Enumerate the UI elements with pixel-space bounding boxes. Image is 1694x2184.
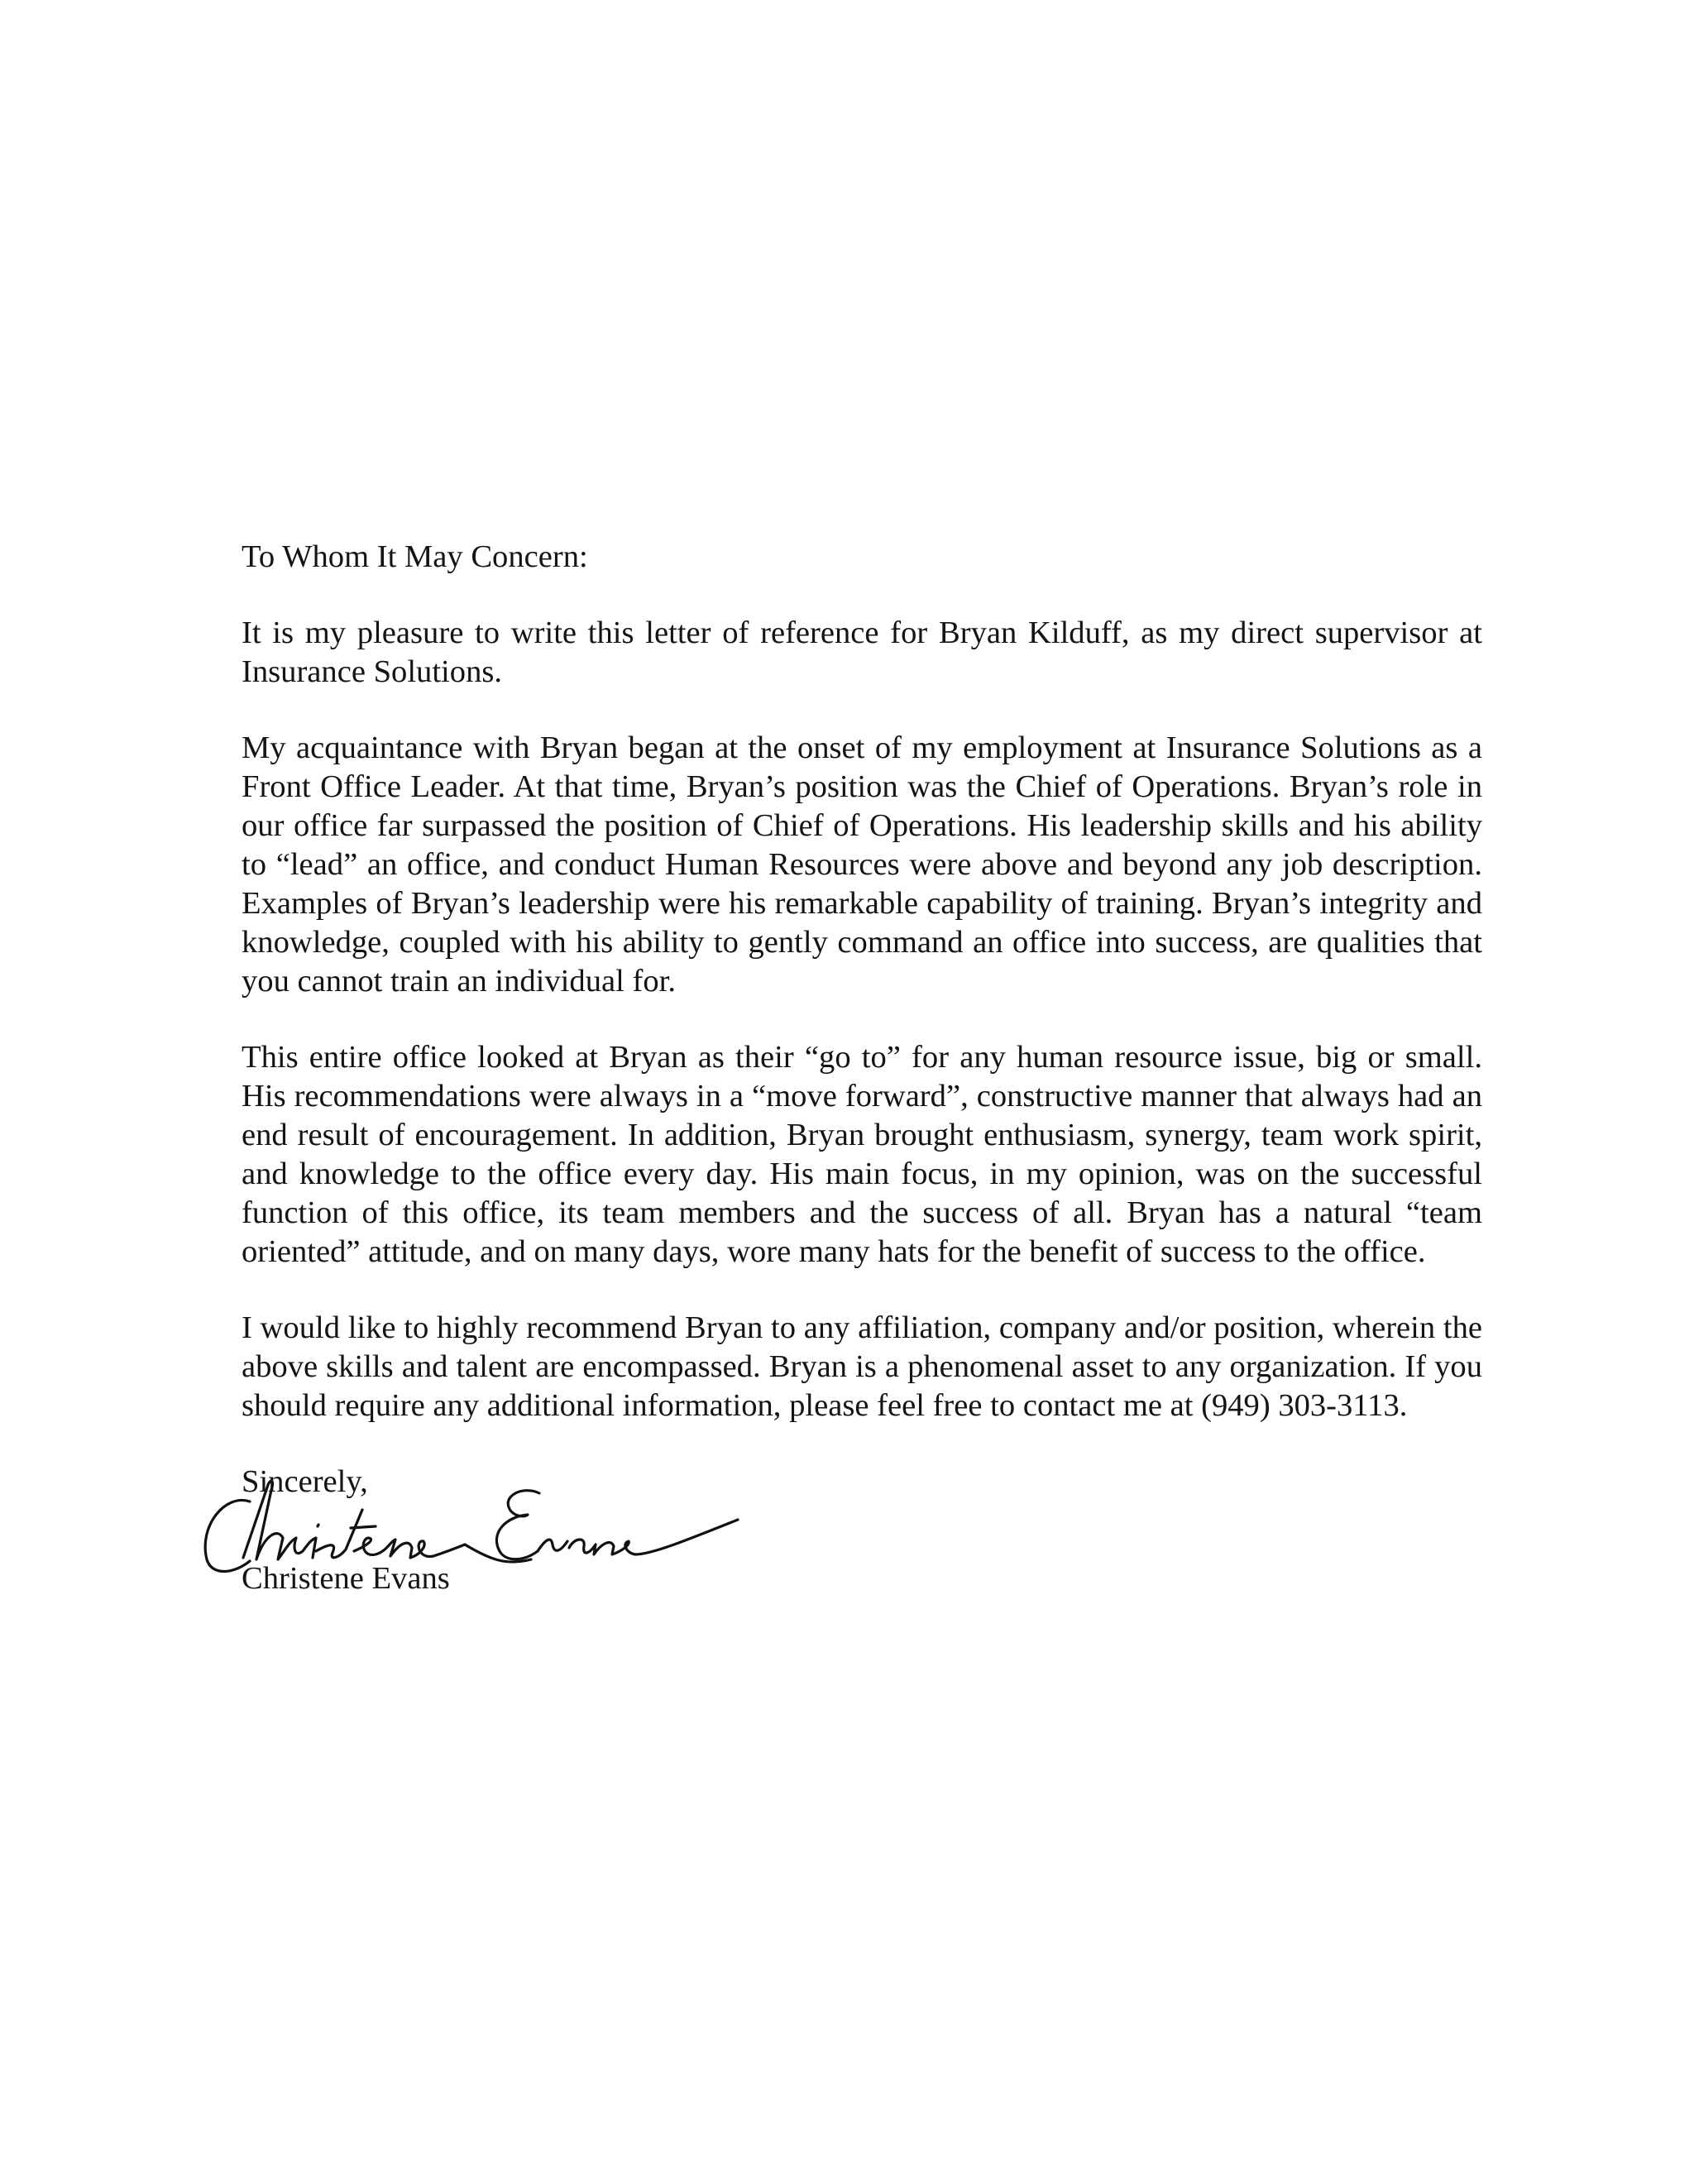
salutation: To Whom It May Concern: xyxy=(242,539,588,574)
paragraph-acquaintance: My acquaintance with Bryan began at the onset of my employment at Insurance Solutions as a Front Office Leader. At that time, Bryan’s position was the Chief of Operations. Bryan’s role in our office far surpassed the position of Chief of Operations. His leadership skills and his ability to “lead” an office, and conduct Human Resources were above and beyond any job description. Examples of Bryan’s leadership were his remarkable capability of training. Bryan’s integrity and knowledge, coupled with his ability to gently command an office into success, are qualities that you cannot train an individual for. xyxy=(242,730,1482,999)
letter-body xyxy=(242,538,1482,1598)
paragraph-recommendation: I would like to highly recommend Bryan to any affiliation, company and/or position, wherein the above skills and talent are encompassed. Bryan is a phenomenal asset to any organization. If you should require any additional information, please feel free to contact me at (949) 303-3113. xyxy=(242,1310,1482,1423)
signer-name: Christene Evans xyxy=(242,1561,450,1596)
paragraph-office-role: This entire office looked at Bryan as their “go to” for any human resource issue, big or small. His recommendations were always in a “move forward”, constructive manner that always had an end result of encouragement. In addition, Bryan brought enthusiasm, synergy, team work spirit, and knowledge to the office every day. His main focus, in my opinion, was on the successful function of this office, its team members and the success of all. Bryan has a natural “team oriented” attitude, and on many days, wore many hats for the benefit of success to the office. xyxy=(242,1040,1482,1269)
signature-area xyxy=(242,1502,1482,1559)
closing: Sincerely, xyxy=(242,1464,368,1499)
paragraph-introduction: It is my pleasure to write this letter of reference for Bryan Kilduff, as my direct supervisor at Insurance Solutions. xyxy=(242,615,1482,689)
